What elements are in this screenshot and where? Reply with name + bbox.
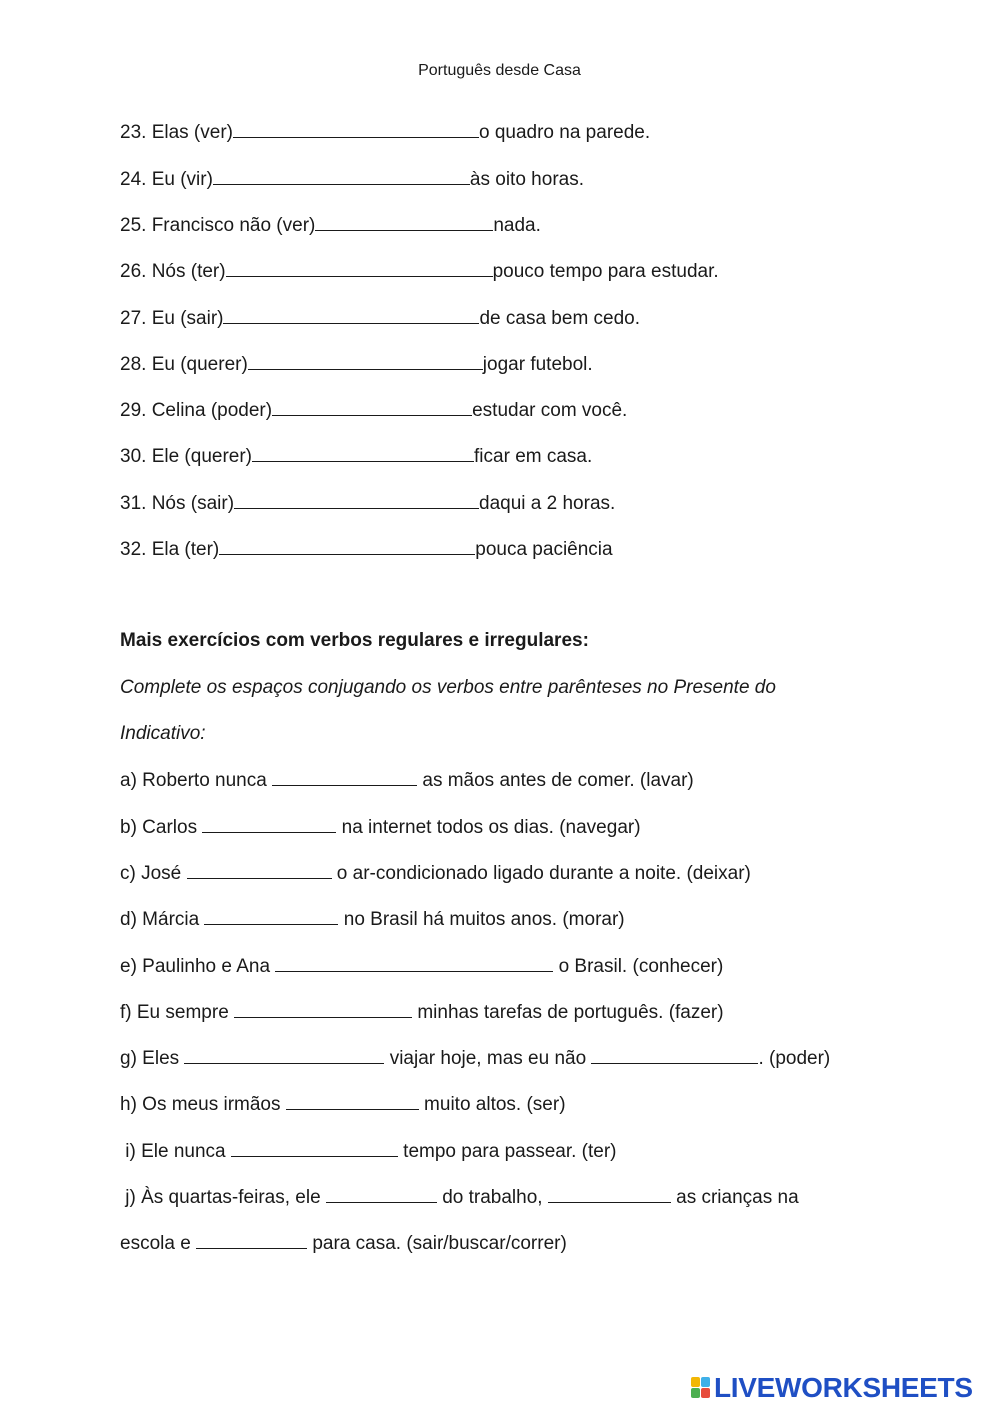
exercise-rest: o quadro na parede. bbox=[478, 122, 651, 143]
exercise-rest: na internet todos os dias. (navegar) bbox=[336, 817, 641, 838]
liveworksheets-icon bbox=[691, 1377, 711, 1399]
exercise-23 bbox=[120, 120, 650, 145]
exercise-j-continued bbox=[120, 1231, 567, 1256]
exercise-i bbox=[120, 1139, 617, 1164]
exercise-29 bbox=[120, 398, 627, 423]
exercise-rest: o Brasil. (conhecer) bbox=[553, 956, 724, 977]
exercise-rest: de casa bem cedo. bbox=[479, 308, 641, 329]
page-header: Português desde Casa bbox=[418, 62, 581, 79]
exercise-rest: as mãos antes de comer. (lavar) bbox=[417, 770, 694, 791]
answer-blank[interactable] bbox=[326, 1185, 437, 1203]
exercise-prompt: h) Os meus irmãos bbox=[120, 1094, 286, 1115]
exercise-25 bbox=[120, 213, 541, 238]
answer-blank[interactable] bbox=[272, 768, 417, 786]
exercise-j bbox=[120, 1185, 799, 1210]
exercise-prompt: 32. Ela (ter) bbox=[120, 539, 220, 560]
exercise-prompt: a) Roberto nunca bbox=[120, 770, 273, 791]
answer-blank[interactable] bbox=[548, 1185, 671, 1203]
exercise-rest: minhas tarefas de português. (fazer) bbox=[412, 1002, 724, 1023]
answer-blank[interactable] bbox=[219, 537, 475, 555]
exercise-28 bbox=[120, 352, 593, 377]
instruction-line-1: Complete os espaços conjugando os verbos entre parênteses no Presente do bbox=[120, 677, 776, 698]
exercise-prompt: 23. Elas (ver) bbox=[120, 122, 233, 143]
answer-blank[interactable] bbox=[202, 815, 336, 833]
section-heading: Mais exercícios com verbos regulares e irregulares: bbox=[120, 630, 589, 651]
liveworksheets-logo bbox=[691, 1372, 973, 1404]
exercise-30 bbox=[120, 444, 592, 469]
exercise-rest: muito altos. (ser) bbox=[418, 1094, 566, 1115]
exercise-26 bbox=[120, 259, 719, 284]
exercise-rest: jogar futebol. bbox=[482, 354, 593, 375]
exercise-g bbox=[120, 1046, 830, 1071]
exercise-rest: nada. bbox=[493, 215, 541, 236]
exercise-rest: daqui a 2 horas. bbox=[479, 493, 616, 514]
exercise-prompt: i) Ele nunca bbox=[120, 1141, 231, 1162]
exercise-prompt: d) Márcia bbox=[120, 909, 205, 930]
exercise-prompt: escola e bbox=[120, 1233, 197, 1254]
exercise-31 bbox=[120, 491, 615, 516]
exercise-prompt: b) Carlos bbox=[120, 817, 203, 838]
answer-blank[interactable] bbox=[591, 1046, 758, 1064]
answer-blank[interactable] bbox=[272, 398, 472, 416]
exercise-prompt: g) Eles bbox=[120, 1048, 185, 1069]
answer-blank[interactable] bbox=[196, 1231, 307, 1249]
answer-blank[interactable] bbox=[286, 1092, 419, 1110]
exercise-rest: as crianças na bbox=[670, 1187, 799, 1208]
answer-blank[interactable] bbox=[234, 1000, 412, 1018]
exercise-prompt: f) Eu sempre bbox=[120, 1002, 235, 1023]
answer-blank[interactable] bbox=[204, 907, 338, 925]
exercise-h bbox=[120, 1092, 566, 1117]
exercise-prompt: 27. Eu (sair) bbox=[120, 308, 224, 329]
exercise-rest: para casa. (sair/buscar/correr) bbox=[307, 1233, 567, 1254]
exercise-27 bbox=[120, 306, 640, 331]
exercise-rest: o ar-condicionado ligado durante a noite. (deixar) bbox=[331, 863, 751, 884]
exercise-prompt: 26. Nós (ter) bbox=[120, 261, 226, 282]
answer-blank[interactable] bbox=[233, 120, 479, 138]
exercise-f bbox=[120, 1000, 724, 1025]
exercise-prompt: 31. Nós (sair) bbox=[120, 493, 235, 514]
exercise-prompt: 28. Eu (querer) bbox=[120, 354, 248, 375]
exercise-rest: tempo para passear. (ter) bbox=[397, 1141, 617, 1162]
exercise-prompt: 25. Francisco não (ver) bbox=[120, 215, 316, 236]
exercise-32 bbox=[120, 537, 613, 562]
exercise-e bbox=[120, 954, 723, 979]
answer-blank[interactable] bbox=[234, 491, 479, 509]
answer-blank[interactable] bbox=[223, 306, 479, 324]
answer-blank[interactable] bbox=[226, 259, 493, 277]
answer-blank[interactable] bbox=[231, 1139, 398, 1157]
logo-text: LIVEWORKSHEETS bbox=[714, 1372, 973, 1403]
exercise-rest: pouco tempo para estudar. bbox=[492, 261, 719, 282]
exercise-prompt: 30. Ele (querer) bbox=[120, 446, 253, 467]
answer-blank[interactable] bbox=[248, 352, 483, 370]
answer-blank[interactable] bbox=[187, 861, 332, 879]
exercise-rest: do trabalho, bbox=[436, 1187, 548, 1208]
exercise-c bbox=[120, 861, 751, 886]
exercise-24 bbox=[120, 167, 584, 192]
exercise-b bbox=[120, 815, 641, 840]
exercise-prompt: 24. Eu (vir) bbox=[120, 169, 213, 190]
exercise-rest: pouca paciência bbox=[475, 539, 613, 560]
exercise-rest: às oito horas. bbox=[469, 169, 584, 190]
answer-blank[interactable] bbox=[213, 167, 470, 185]
answer-blank[interactable] bbox=[275, 954, 553, 972]
exercise-prompt: 29. Celina (poder) bbox=[120, 400, 273, 421]
exercise-prompt: j) Às quartas-feiras, ele bbox=[120, 1187, 326, 1208]
answer-blank[interactable] bbox=[252, 444, 474, 462]
answer-blank[interactable] bbox=[184, 1046, 384, 1064]
exercise-rest: no Brasil há muitos anos. (morar) bbox=[338, 909, 625, 930]
exercise-prompt: e) Paulinho e Ana bbox=[120, 956, 276, 977]
answer-blank[interactable] bbox=[315, 213, 493, 231]
exercise-a bbox=[120, 768, 694, 793]
instruction-line-2: Indicativo: bbox=[120, 723, 206, 744]
exercise-rest: ficar em casa. bbox=[474, 446, 593, 467]
exercise-rest: . (poder) bbox=[758, 1048, 831, 1069]
exercise-rest: estudar com você. bbox=[472, 400, 628, 421]
exercise-rest: viajar hoje, mas eu não bbox=[384, 1048, 592, 1069]
exercise-prompt: c) José bbox=[120, 863, 187, 884]
exercise-d bbox=[120, 907, 625, 932]
